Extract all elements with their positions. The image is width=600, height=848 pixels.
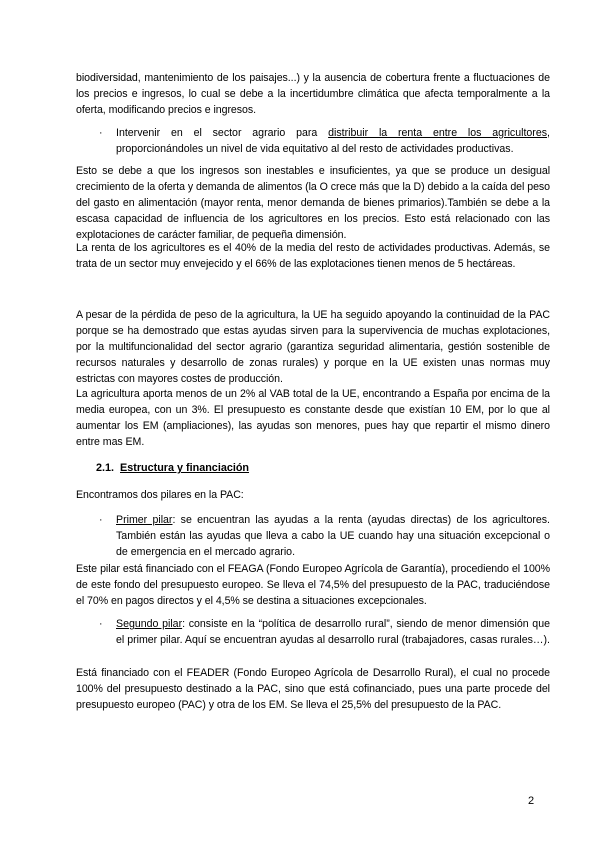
section-heading — [96, 462, 249, 474]
paragraph-4: A pesar de la pérdida de peso de la agricultura, la UE ha seguido apoyando la continuidad de la PAC porque se ha demostrado que estas ayudas sirven para la supervivencia de muchas explotaciones, por la multifuncionalidad del sector agrario (garantiza seguridad alimentaria, gestión sostenible de recursos naturales y desarrollo de zonas rurales) y porque en la UE existen unas normas muy estrictas con mayores costes de producción. — [76, 309, 550, 385]
heading-text: Estructura y financiación — [120, 462, 250, 474]
paragraph-7: Este pilar está financiado con el FEAGA (Fondo Europeo Agrícola de Garantía), procediendo el 100% de este fondo del presupuesto europeo. Se lleva el 74,5% del presupuesto de la PAC, traduciéndose el 70% en pagos directos y el 4,5% se destina a situaciones excepcionales. — [76, 563, 550, 607]
bullet-redistribute-income: · Intervenir en el sector agrario para distribuir la renta entre los agricultores, proporcionándoles un nivel de vida equitativo al del resto de actividades productivas. — [99, 127, 550, 155]
paragraph-8: Está financiado con el FEADER (Fondo Europeo Agrícola de Desarrollo Rural), el cual no procede 100% del presupuesto destinado a la PAC, sino que está cofinanciado, pues una parte procede del presupuesto europeo (PAC) y otra de los EM. Se lleva el 25,5% del presupuesto de la PAC. — [76, 667, 550, 711]
bullet-dot: · — [99, 618, 103, 630]
bullet-first-pillar: · Primer pilar: se encuentran las ayudas a la renta (ayudas directas) de los agricultores. También están las ayudas que lleva a cabo la UE cuando hay una situación excepcional o de emergencia en el mercado agrario. — [99, 514, 550, 558]
heading-number: 2.1. — [96, 462, 115, 474]
bullet-dot: · — [99, 514, 103, 526]
bullet-second-pillar: · Segundo pilar: consiste en la “política de desarrollo rural”, siendo de menor dimensión que el primer pilar. Aquí se encuentran ayudas al desarrollo rural (trabajadores, casas rurales…). — [99, 618, 550, 646]
paragraph-1: biodiversidad, mantenimiento de los paisajes...) y la ausencia de cobertura frente a fluctuaciones de los precios e ingresos, lo cual se debe a la incertidumbre climática que afecta temporalmente a la oferta, modificando precios e ingresos. — [76, 72, 550, 116]
paragraph-6: Encontramos dos pilares en la PAC: — [76, 489, 244, 501]
paragraph-3: La renta de los agricultores es el 40% de la media del resto de actividades productivas. Además, se trata de un sector muy envejecido y el 66% de las explotaciones tienen menos de 5 hectáreas. — [76, 242, 550, 270]
paragraph-2: Esto se debe a que los ingresos son inestables e insuficientes, ya que se produce un desigual crecimiento de la oferta y demanda de alimentos (la O crece más que la D) debido a la caída del peso del gasto en alimentación (mayor renta, menor demanda de bienes primarios).También se debe a la escasa capacidad de influencia de los agricultores en los precios. Esto está relacionado con las explotaciones de carácter familiar, de pequeña dimensión. — [76, 165, 550, 241]
underlined-text: distribuir la renta entre los agricultores — [328, 127, 548, 139]
underlined-text: Primer pilar — [116, 514, 173, 526]
page-number: 2 — [528, 795, 535, 807]
underlined-text: Segundo pilar — [116, 618, 183, 630]
bullet-dot: · — [99, 127, 103, 139]
paragraph-5: La agricultura aporta menos de un 2% al VAB total de la UE, encontrando a España por encima de la media europea, con un 3%. El presupuesto es constante desde que existían 10 EM, por lo que al aumentar los EM (ampliaciones), las ayudas son menores, pues hay que repartir el mismo dinero entre mas EM. — [76, 388, 550, 448]
